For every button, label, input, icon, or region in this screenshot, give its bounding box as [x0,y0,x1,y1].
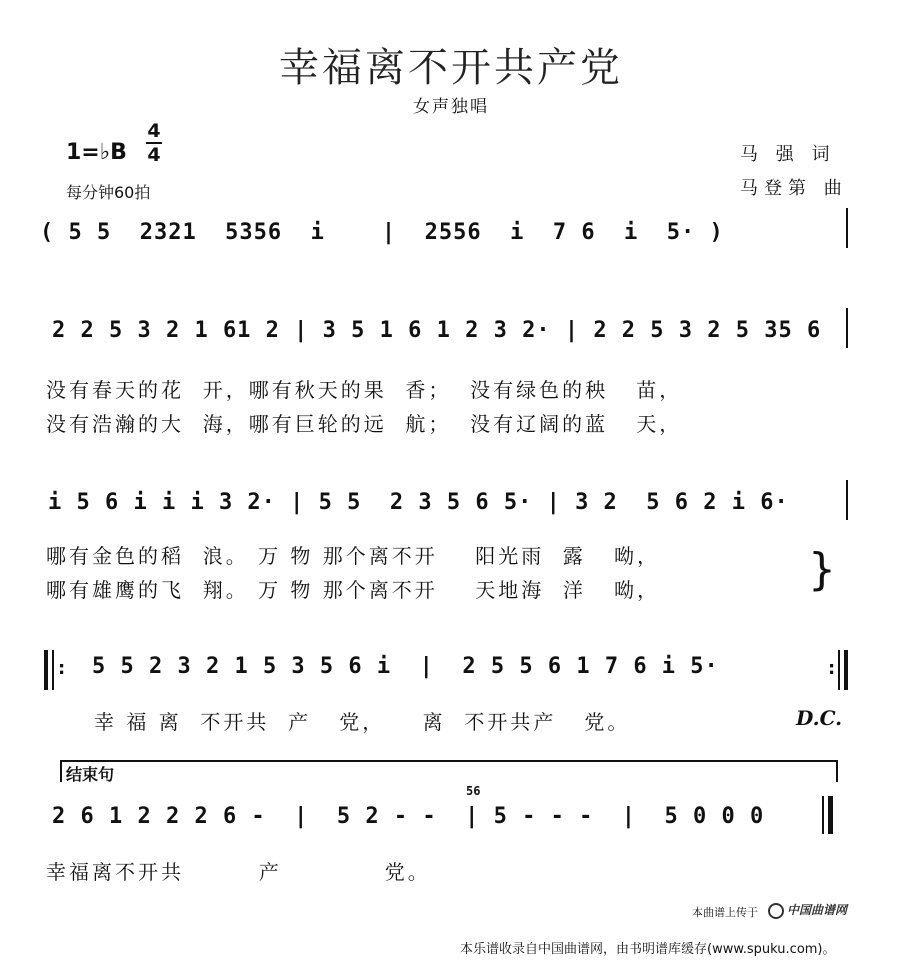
repeat-start-dots: : [58,658,66,679]
repeat-end-dots: : [828,658,836,679]
row4-notes: 2 6 1 2 2 2 6 - | 5 2 - - | 5 - - - | 5 0 0 0 [52,804,765,829]
repeat-start-thin [52,650,54,690]
row1-lyric-verse2: 没有浩瀚的大 海，哪有巨轮的远 航； 没有辽阔的蓝 天， [46,412,683,436]
row1-lyric-verse1: 没有春天的花 开，哪有秋天的果 香； 没有绿色的秧 苗， [46,378,683,402]
grace-notes: 56 [466,784,481,798]
final-barline-thin [822,796,824,834]
barline [846,480,848,520]
row2-notes: i 5 6 i i i 3 2· | 5 5 2 3 5 6 5· | 3 2 5 6 2 i 6· [48,490,789,515]
repeat-end-thin [838,650,840,690]
row4-lyric: 幸福离不开共 产 党。 [46,860,431,884]
song-title: 幸福离不开共产党 [279,45,623,91]
upload-note: 本曲谱上传于 [692,906,758,919]
logo-mark-icon [768,903,784,919]
composer-credit: 马登第 曲 [740,178,848,199]
source-note: 本乐谱收录自中国曲谱网，由书明谱库缓存(www.spuku.com)。 [460,942,836,957]
repeat-end-thick [844,650,848,690]
key-signature: 1=♭B [66,140,127,165]
intro-notes: ( 5 5 2321 5356 i | 2556 i 7 6 i 5· ) [40,220,724,245]
time-signature [146,120,162,166]
final-barline-thick [828,796,833,834]
lyricist-credit: 马 强 词 [740,144,836,165]
da-capo-marking: D.C. [796,706,843,730]
row3-notes: 5 5 2 3 2 1 5 3 5 6 i | 2 5 5 6 1 7 6 i 5· [92,654,719,679]
row3-lyric: 幸 福 离 不开共 产 党， 离 不开共产 党。 [94,710,631,734]
row2-lyric-verse1: 哪有金色的稻 浪。 万 物 那个离不开 阳光雨 露 呦， [46,544,661,568]
song-subtitle: 女声独唱 [413,97,489,117]
ending-bracket [60,760,838,782]
site-logo: 中国曲谱网 [768,901,847,919]
barline [846,208,848,248]
time-signature-top: 4 [147,120,161,142]
time-signature-bottom: 4 [147,144,161,166]
row1-notes: 2 2 5 3 2 1 61 2 | 3 5 1 6 1 2 3 2· | 2 2 5 3 2 5 35 6 [52,318,822,343]
tempo-marking: 每分钟60拍 [66,183,151,202]
barline [846,308,848,348]
row2-lyric-verse2: 哪有雄鹰的飞 翔。 万 物 那个离不开 天地海 洋 呦， [46,578,661,602]
repeat-start-thick [44,650,48,690]
verse-brace: } [808,544,836,595]
ending-label: 结束句 [66,765,115,784]
